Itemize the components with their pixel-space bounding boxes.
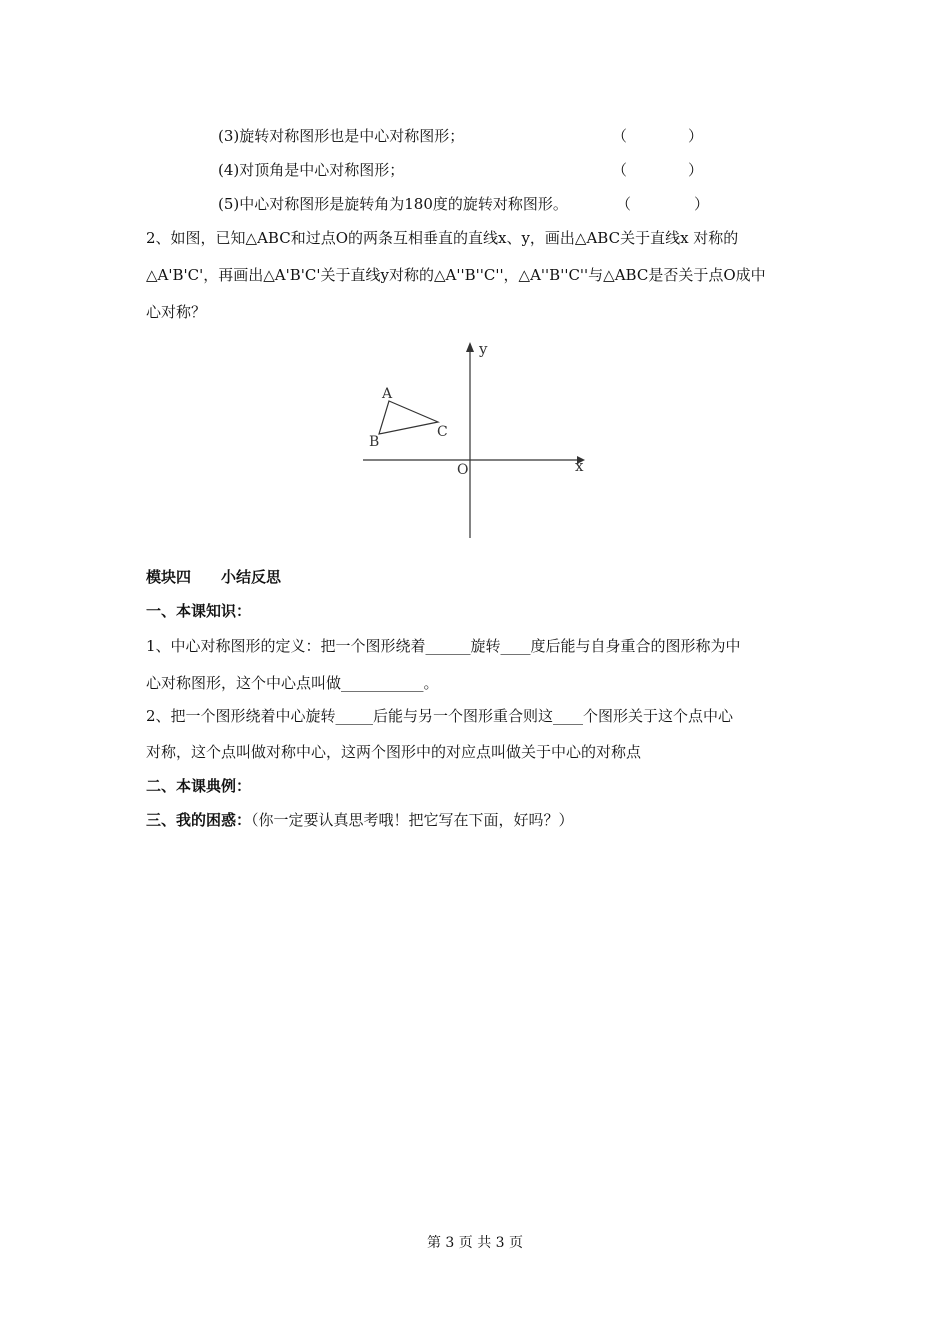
question-2-line-1: 2、如图，已知△ABC和过点O的两条互相垂直的直线x、y，画出△ABC关于直线x 对称的 (146, 229, 739, 247)
answer-paren-open-3: （ (612, 127, 628, 145)
judge-item-4: (4)对顶角是中心对称图形； (218, 161, 405, 179)
label-c: C (437, 424, 448, 440)
section-confusion (146, 810, 574, 830)
page-footer: 第 3 页 共 3 页 (426, 1235, 524, 1251)
knowledge-2-line-1: 2、把一个图形绕着中心旋转_____后能与另一个图形重合则这____个图形关于这个点中心 (146, 707, 734, 725)
section-examples-heading: 二、本课典例： (146, 777, 252, 795)
answer-paren-close-4: ） (688, 161, 704, 179)
triangle-abc (379, 401, 438, 434)
answer-paren-close-3: ） (688, 127, 704, 145)
coordinate-figure (355, 336, 595, 546)
knowledge-1-line-1: 1、中心对称图形的定义：把一个图形绕着______旋转____度后能与自身重合的图形称为中 (146, 637, 741, 655)
answer-paren-close-5: ） (694, 195, 710, 213)
question-2-line-2: △A'B'C'，再画出△A'B'C'关于直线y对称的△A''B''C''，△A''B''C''与△ABC是否关于点O成中 (146, 266, 766, 284)
answer-paren-open-5: （ (616, 195, 632, 213)
judge-item-3: (3)旋转对称图形也是中心对称图形； (218, 127, 465, 145)
label-origin: O (457, 462, 469, 478)
label-y: y (479, 340, 488, 358)
knowledge-1-line-2: 心对称图形，这个中心点叫做___________。 (146, 674, 439, 692)
judge-item-5: (5)中心对称图形是旋转角为180度的旋转对称图形。 (218, 195, 568, 213)
knowledge-2-line-2: 对称，这个点叫做对称中心，这两个图形中的对应点叫做关于中心的对称点 (146, 743, 642, 761)
y-axis-arrow (466, 342, 474, 352)
section-confusion-note: （你一定要认真思考哦！把它写在下面，好吗？） (251, 811, 574, 829)
label-b: B (369, 434, 380, 450)
question-2-line-3: 心对称？ (146, 303, 207, 321)
section-confusion-heading: 三、我的困惑： (146, 811, 252, 829)
label-a: A (382, 386, 393, 402)
module-title: 模块四 小结反思 (146, 568, 282, 586)
answer-paren-open-4: （ (612, 161, 628, 179)
label-x: x (575, 457, 584, 475)
section-knowledge-heading: 一、本课知识： (146, 602, 252, 620)
